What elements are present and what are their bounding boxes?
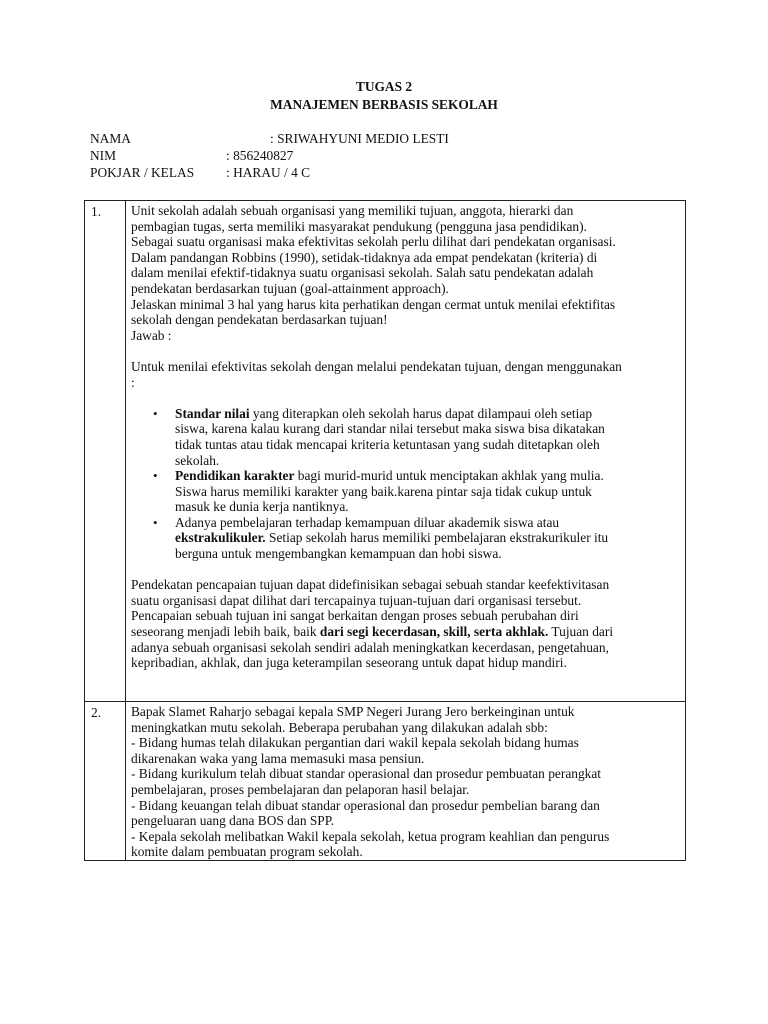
bullet-icon: •	[153, 514, 158, 530]
answer-line	[131, 624, 679, 640]
bullet-keyword: Pendidikan karakter	[175, 468, 295, 484]
question-line: Dalam pandangan Robbins (1990), setidak-tidaknya ada empat pendekatan (kriteria) di	[131, 249, 598, 265]
question-line: meningkatkan mutu sekolah. Beberapa perubahan yang dilakukan adalah sbb:	[131, 719, 548, 735]
question-number: 2.	[85, 702, 126, 861]
bullet-icon: •	[153, 405, 158, 421]
question-line: komite dalam pembuatan program sekolah.	[131, 844, 363, 860]
question-line: sekolah dengan pendekatan berdasarkan tujuan!	[131, 312, 388, 328]
bullet-text: yang diterapkan oleh sekolah harus dapat dilampaui oleh setiap	[249, 405, 593, 421]
question-table	[84, 200, 686, 861]
list-item	[153, 468, 679, 515]
question-line: Jelaskan minimal 3 hal yang harus kita perhatikan dengan cermat untuk menilai efektifitas	[131, 296, 616, 312]
bullet-text: sekolah.	[175, 452, 220, 468]
answer-bullet-list	[131, 406, 679, 562]
question-cell	[126, 201, 686, 702]
question-row-2	[85, 702, 686, 861]
answer-line: suatu organisasi dapat dilihat dari tercapainya tujuan-tujuan dari organisasi tersebut.	[131, 592, 582, 608]
answer-line: Untuk menilai efektivitas sekolah dengan melalui pendekatan tujuan, dengan menggunakan	[131, 358, 622, 374]
pokjar-value: : HARAU / 4 C	[226, 165, 311, 180]
question-cell	[126, 702, 686, 861]
question-line: - Bidang keuangan telah dibuat standar operasional dan prosedur pembelian barang dan	[131, 797, 600, 813]
list-item	[153, 405, 679, 468]
bullet-icon: •	[153, 468, 158, 484]
question-line: - Kepala sekolah melibatkan Wakil kepala sekolah, ketua program keahlian dan pengurus	[131, 828, 610, 844]
bullet-text: bagi murid-murid untuk menciptakan akhlak yang mulia.	[294, 468, 604, 484]
question-number: 1.	[85, 201, 126, 702]
answer-label: Jawab :	[131, 327, 172, 343]
course-title: MANAJEMEN BERBASIS SEKOLAH	[270, 97, 498, 112]
question-line: - Bidang kurikulum telah dibuat standar operasional dan prosedur pembuatan perangkat	[131, 766, 602, 782]
answer-line: Pendekatan pencapaian tujuan dapat didefinisikan sebagai sebuah standar keefektivitasan	[131, 577, 610, 593]
question-line: dikarenakan waka yang lama memasuki masa pensiun.	[131, 750, 425, 766]
answer-conclusion	[131, 577, 679, 671]
bullet-text: berguna untuk mengembangkan kemampuan dan hobi siswa.	[175, 546, 502, 562]
bullet-text: siswa, karena kalau kurang dari standar nilai tersebut maka siswa bisa dikatakan	[175, 421, 605, 437]
answer-line: adanya sebuah organisasi sekolah sendiri adalah meningkatkan kecerdasan, pengetahuan,	[131, 639, 609, 655]
bullet-text: Siswa harus memiliki karakter yang baik.karena pintar saja tidak cukup untuk	[175, 483, 592, 499]
name-value: : SRIWAHYUNI MEDIO LESTI	[270, 131, 449, 146]
student-identity	[90, 130, 590, 181]
question-line: pembagian tugas, serta memiliki masyarakat pendukung (pengguna jasa pendidikan).	[131, 218, 587, 234]
question-line: Unit sekolah adalah sebuah organisasi yang memiliki tujuan, anggota, hierarki dan	[131, 203, 574, 218]
nim-row	[90, 147, 590, 164]
answer-text: seseorang menjadi lebih baik, baik	[131, 624, 320, 640]
answer-emphasis: dari segi kecerdasan, skill, serta akhlak.	[319, 624, 549, 640]
answer-line: :	[131, 374, 135, 390]
bullet-text: Setiap sekolah harus memiliki pembelajaran ekstrakurikuler itu	[265, 530, 609, 546]
list-item	[153, 514, 679, 562]
question-row-1	[85, 201, 686, 702]
assignment-title: TUGAS 2	[355, 79, 413, 94]
question-line: pendekatan berdasarkan tujuan (goal-attainment approach).	[131, 280, 449, 296]
answer-line: Pencapaian sebuah tujuan ini sangat berkaitan dengan proses sebuah perubahan diri	[131, 608, 579, 624]
nim-label: NIM	[90, 148, 117, 163]
question-line: Sebagai suatu organisasi maka efektivitas sekolah perlu dilihat dari pendekatan organisasi.	[131, 234, 616, 250]
bullet-text: tidak tuntas atau tidak mencapai kriteria ketuntasan yang sudah ditetapkan oleh	[175, 436, 600, 452]
answer-line: kepribadian, akhlak, dan juga keterampilan seseorang untuk dapat hidup mandiri.	[131, 655, 567, 671]
nim-value: : 856240827	[226, 148, 294, 163]
question-line: dalam menilai efektif-tidaknya suatu organisasi sekolah. Salah satu pendekatan adalah	[131, 265, 594, 281]
question-line: pembelajaran, proses pembelajaran dan pelaporan hasil belajar.	[131, 781, 470, 797]
answer-text: Tujuan dari	[548, 624, 614, 640]
question-line: - Bidang humas telah dilakukan pergantian dari wakil kepala sekolah bidang humas	[131, 735, 579, 751]
answer-intro	[131, 359, 679, 390]
bullet-text: Adanya pembelajaran terhadap kemampuan diluar akademik siswa atau	[175, 514, 560, 530]
bullet-keyword: Standar nilai	[175, 405, 250, 421]
bullet-text: masuk ke dunia kerja nantiknya.	[175, 499, 349, 515]
name-label: NAMA	[90, 131, 131, 146]
question-line: pengeluaran uang dana BOS dan SPP.	[131, 813, 335, 829]
pokjar-label: POKJAR / KELAS	[90, 165, 195, 180]
question-line: Bapak Slamet Raharjo sebagai kepala SMP Negeri Jurang Jero berkeinginan untuk	[131, 704, 575, 719]
pokjar-row	[90, 164, 590, 181]
question-text	[131, 203, 679, 343]
name-row	[90, 130, 590, 147]
bullet-keyword: ekstrakulikuler.	[175, 530, 266, 546]
